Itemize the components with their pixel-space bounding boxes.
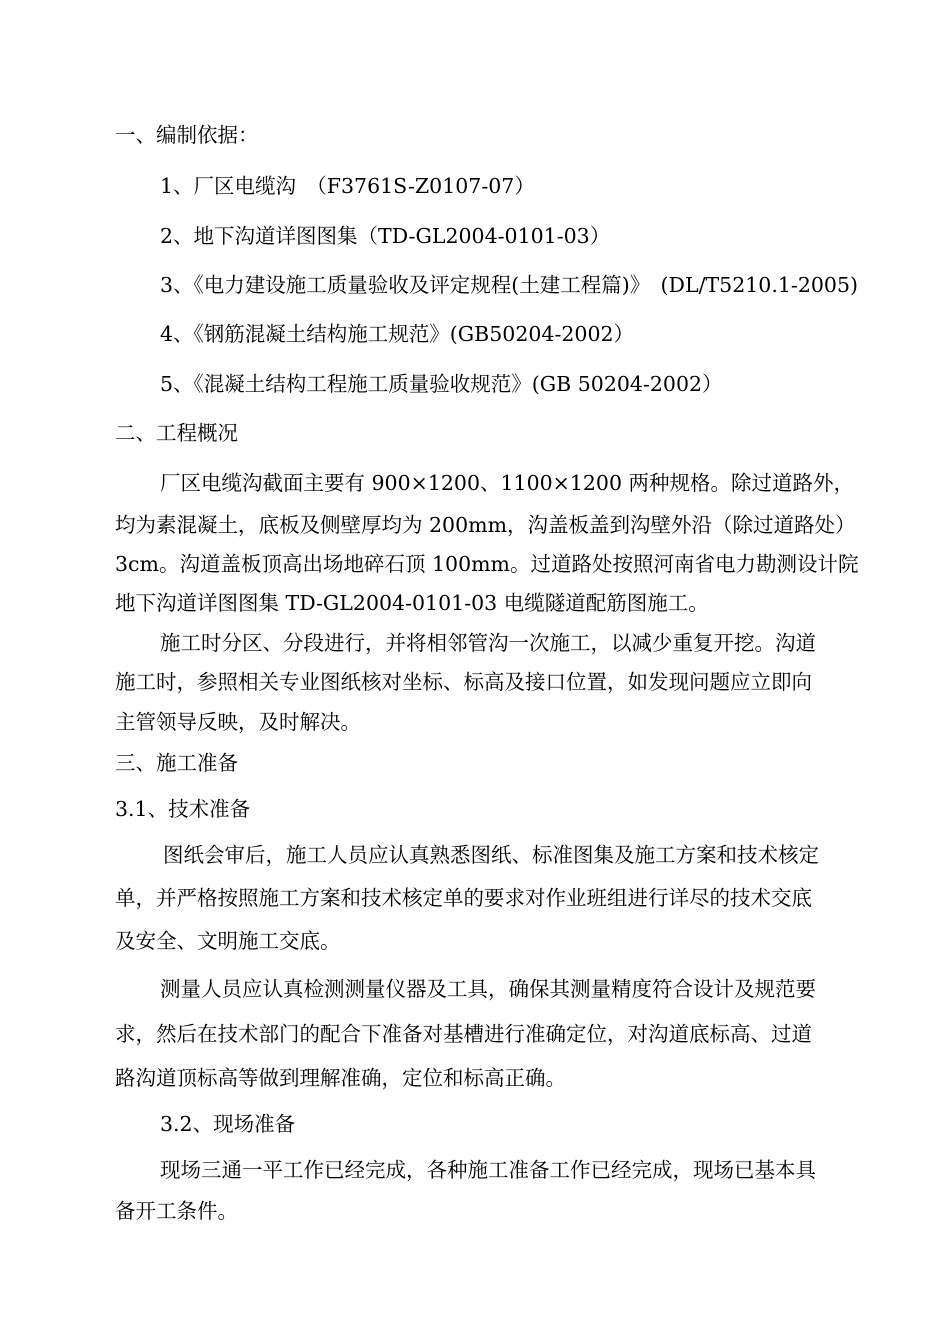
paragraph-line: 均为素混凝土，底板及侧壁厚均为 200mm，沟盖板盖到沟壁外沿（除过道路处） <box>115 513 856 537</box>
reference-item-5: 5、《混凝土结构工程施工质量验收规范》(GB 50204-2002） <box>160 372 723 396</box>
reference-item-2: 2、地下沟道详图图集（TD-GL2004-0101-03） <box>160 224 611 248</box>
section-heading-project-overview: 二、工程概况 <box>115 421 238 445</box>
paragraph-line: 测量人员应认真检测测量仪器及工具，确保其测量精度符合设计及规范要 <box>160 977 816 1001</box>
section-heading-construction-prep: 三、施工准备 <box>115 751 238 775</box>
paragraph-line: 备开工条件。 <box>115 1199 238 1223</box>
paragraph-line: 地下沟道详图图集 TD-GL2004-0101-03 电缆隧道配筋图施工。 <box>115 591 709 615</box>
reference-item-1: 1、厂区电缆沟 （F3761S-Z0107-07） <box>160 174 535 198</box>
paragraph-line: 及安全、文明施工交底。 <box>115 929 341 953</box>
paragraph-line: 路沟道顶标高等做到理解准确，定位和标高正确。 <box>115 1066 566 1090</box>
subsection-heading-technical-prep: 3.1、技术准备 <box>115 797 251 821</box>
section-heading-compilation-basis: 一、编制依据： <box>115 123 259 147</box>
paragraph-line: 施工时，参照相关专业图纸核对坐标、标高及接口位置，如发现问题应立即向 <box>115 670 812 694</box>
paragraph-line: 求，然后在技术部门的配合下准备对基槽进行准确定位，对沟道底标高、过道 <box>115 1022 812 1046</box>
paragraph-line: 主管领导反映，及时解决。 <box>115 710 361 734</box>
reference-item-3: 3、《电力建设施工质量验收及评定规程(土建工程篇)》 (DL/T5210.1-2005) <box>160 273 858 297</box>
paragraph-line: 单，并严格按照施工方案和技术核定单的要求对作业班组进行详尽的技术交底 <box>115 886 812 910</box>
subsection-heading-site-prep: 3.2、现场准备 <box>160 1112 296 1136</box>
paragraph-line: 图纸会审后，施工人员应认真熟悉图纸、标准图集及施工方案和技术核定 <box>163 843 819 867</box>
paragraph-line: 3cm。沟道盖板顶高出场地碎石顶 100mm。过道路处按照河南省电力勘测设计院 <box>115 552 859 576</box>
paragraph-line: 厂区电缆沟截面主要有 900×1200、1100×1200 两种规格。除过道路外， <box>160 471 855 495</box>
paragraph-line: 现场三通一平工作已经完成，各种施工准备工作已经完成，现场已基本具 <box>160 1158 816 1182</box>
reference-item-4: 4、《钢筋混凝土结构施工规范》(GB50204-2002） <box>160 322 635 346</box>
paragraph-line: 施工时分区、分段进行，并将相邻管沟一次施工，以减少重复开挖。沟道 <box>160 631 816 655</box>
